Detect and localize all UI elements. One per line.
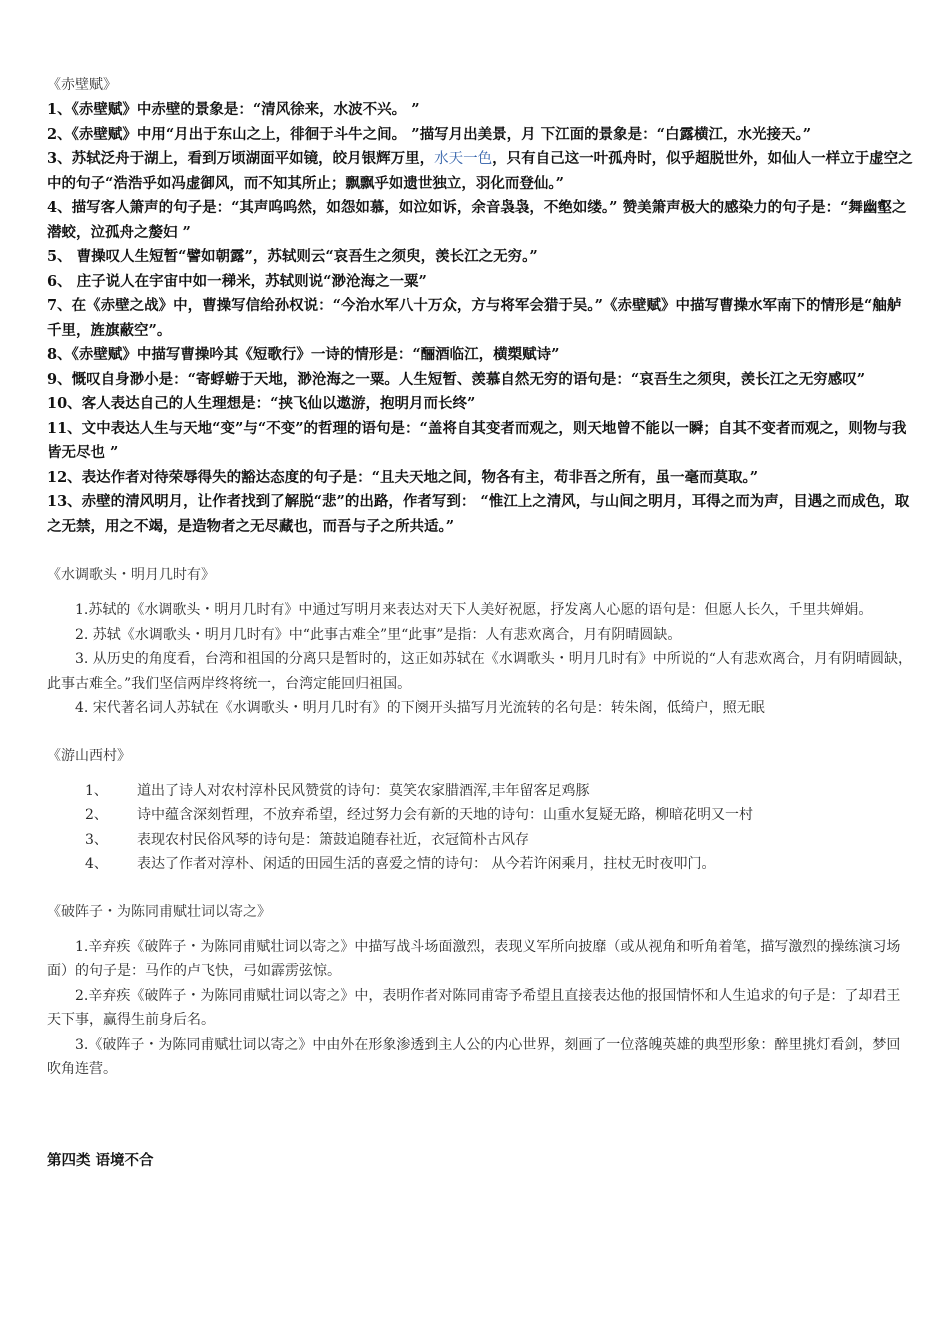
chibi-item-9: 9、慨叹自身渺小是：“寄蜉蝣于天地，渺沧海之一粟。人生短暂、羡慕自然无穷的语句是：“哀吾生之须臾，羡长江之无穷感叹” [47,370,866,388]
pozhenzi-item-3: 3.《破阵子・为陈同甫赋壮词以寄之》中由外在形象渗透到主人公的内心世界，刻画了一位落魄英雄的典型形象：醉里挑灯看剑，梦回吹角连营。 [47,1036,901,1077]
chibi-item-3-after: ，只有自己这一叶孤舟时，似乎超脱世外，如仙人一样立于虚空之中的句子“浩浩乎如冯虚御风，而不知其所止；飘飘乎如遗世独立，羽化而登仙。” [47,150,913,192]
chibi-item-6: 6、 庄子说人在宇宙中如一稊米，苏轼则说“渺沧海之一粟” [47,272,427,290]
chibi-item-11: 11、文中表达人生与天地“变”与“不变”的哲理的语句是：“盖将自其变者而观之，则天地曾不能以一瞬；自其不变者而观之，则物与我皆无尽也 ” [47,419,907,461]
item-text: 表达了作者对淳朴、闲适的田园生活的喜爱之情的诗句： 从今若许闲乘月，拄杖无时夜叩门。 [137,856,716,872]
chibi-item-10: 10、客人表达自己的人生理想是：“挟飞仙以遨游，抱明月而长终” [47,395,476,412]
youshan-item-2 [85,803,913,828]
shuidiao-item-4: 4. 宋代著名词人苏轼在《水调歌头・明月几时有》的下阕开头描写月光流转的名句是：转朱阁，低绮户，照无眠 [75,700,765,716]
chibi-item-2: 2、《赤壁赋》中用“月出于东山之上，徘徊于斗牛之间。 ”描写月出美景，月 下江面的景象是：“白露横江，水光接天。” [47,125,812,143]
item-number: 3、 [85,831,108,848]
youshan-item-1 [85,779,913,804]
item-text: 道出了诗人对农村淳朴民风赞赏的诗句：莫笑农家腊酒浑,丰年留客足鸡豚 [137,782,590,799]
chibi-item-13: 13、赤壁的清风明月，让作者找到了解脱“悲”的出路，作者写到： “惟江上之清风，与山间之明月，耳得之而为声，目遇之而成色，取之无禁，用之不竭，是造物者之无尽藏也，而吾与子之所共适。” [47,493,910,535]
item-text: 诗中蕴含深刻哲理，不放弃希望，经过努力会有新的天地的诗句：山重水复疑无路，柳暗花明又一村 [137,807,753,823]
highlight-text: 水天一色 [434,151,493,167]
section-title-youshan: 《游山西村》 [47,747,131,764]
chibi-item-12: 12、表达作者对待荣辱得失的豁达态度的句子是：“且夫天地之间，物各有主，苟非吾之所有，虽一毫而莫取。” [47,468,759,486]
chibi-item-8: 8、《赤壁赋》中描写曹操吟其《短歌行》一诗的情形是：“酾酒临江，横槊赋诗” [47,346,560,363]
item-text: 表现农村民俗风琴的诗句是：箫鼓追随春社近，衣冠简朴古风存 [137,831,529,848]
chibi-item-4: 4、描写客人箫声的句子是：“其声呜呜然，如怨如慕，如泣如诉，余音袅袅，不绝如缕。” 赞美箫声极大的感染力的句子是：“舞幽壑之潜蛟，泣孤舟之嫠妇 ” [47,199,907,241]
item-number: 4、 [85,856,108,872]
section-title-pozhenzi: 《破阵子・为陈同甫赋壮词以寄之》 [47,903,271,920]
shuidiao-item-1: 1.苏轼的《水调歌头・明月几时有》中通过写明月来表达对天下人美好祝愿，抒发离人心愿的语句是：但愿人长久，千里共婵娟。 [75,602,873,618]
chibi-item-3 [47,147,913,196]
pozhenzi-list [47,925,913,1082]
chibi-item-1: 1、《赤壁赋》中赤壁的景象是：“清风徐来，水波不兴。 ” [47,101,420,118]
document-page [47,72,913,1170]
section-title-final: 第四类 语境不合 [47,1151,154,1169]
youshan-list [47,769,913,877]
item-number: 1、 [85,782,108,799]
chibi-list [47,98,913,539]
section-title-shuidiao: 《水调歌头・明月几时有》 [47,567,215,583]
shuidiao-item-2: 2. 苏轼《水调歌头・明月几时有》中“此事古难全”里“此事”是指：人有悲欢离合，月有阴晴圆缺。 [75,626,682,643]
shuidiao-list [47,588,913,721]
chibi-item-5: 5、 曹操叹人生短暂“譬如朝露”，苏轼则云“哀吾生之须臾，羡长江之无穷。” [47,248,538,265]
youshan-item-4 [85,852,913,877]
chibi-item-7: 7、在《赤壁之战》中，曹操写信给孙权说：“今治水军八十万众，方与将军会猎于吴。”《赤壁赋》中描写曹操水军南下的情形是“舳舻千里，旌旗蔽空”。 [47,297,902,339]
pozhenzi-item-2: 2.辛弃疾《破阵子・为陈同甫赋壮词以寄之》中，表明作者对陈同甫寄予希望且直接表达他的报国情怀和人生追求的句子是：了却君王天下事，赢得生前身后名。 [47,987,901,1028]
item-number: 2、 [85,807,108,823]
section-title-chibi: 《赤壁赋》 [47,77,117,93]
chibi-item-3-before: 3、苏轼泛舟于湖上，看到万顷湖面平如镜，皎月银辉万里， [47,150,435,167]
youshan-item-3 [85,828,913,853]
pozhenzi-item-1: 1.辛弃疾《破阵子・为陈同甫赋壮词以寄之》中描写战斗场面激烈，表现义军所向披靡（或从视角和听角着笔，描写激烈的操练演习场面）的句子是：马作的卢飞快，弓如霹雳弦惊。 [47,938,901,979]
shuidiao-item-3: 3. 从历史的角度看，台湾和祖国的分离只是暂时的，这正如苏轼在《水调歌头・明月几时有》中所说的“人有悲欢离合，月有阴晴圆缺，此事古难全。”我们坚信两岸终将统一，台湾定能回归祖国。 [47,651,912,692]
